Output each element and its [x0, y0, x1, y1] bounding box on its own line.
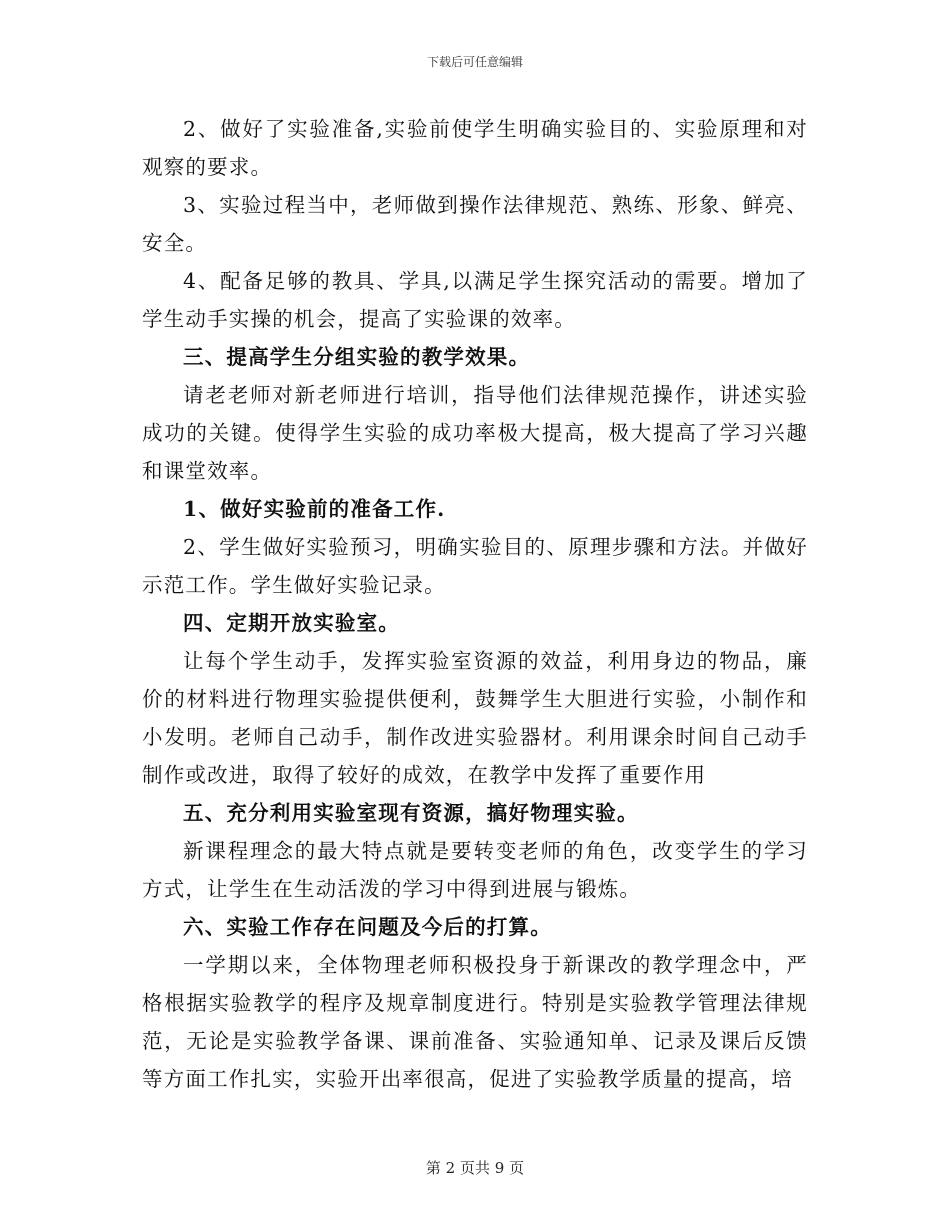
page-footer: 第 2 页共 9 页 [425, 1159, 525, 1177]
paragraph-5: 2、学生做好实验预习，明确实验目的、原理步骤和方法。并做好示范工作。学生做好实验记录。 [142, 535, 808, 597]
paragraph-3: 4、配备足够的教具、学具,以满足学生探究活动的需要。增加了学生动手实操的机会，提高了实验课的效率。 [142, 269, 808, 331]
paragraph-1: 2、做好了实验准备,实验前使学生明确实验目的、实验原理和对观察的要求。 [142, 117, 808, 179]
section-heading-4: 四、定期开放实验室。 [183, 611, 400, 635]
section-heading-3: 三、提高学生分组实验的教学效果。 [183, 345, 531, 369]
section-heading-6: 六、实验工作存在问题及今后的打算。 [183, 915, 552, 939]
section-heading-5: 五、充分利用实验室现有资源，搞好物理实验。 [183, 801, 639, 825]
paragraph-6: 让每个学生动手，发挥实验室资源的效益，利用身边的物品，廉价的材料进行物理实验提供便利，鼓舞学生大胆进行实验，小制作和小发明。老师自己动手，制作改进实验器材。利用课余时间自己动手制作或改进，取得了较好的成效，在教学中发挥了重要作用 [142, 649, 808, 787]
paragraph-2: 3、实验过程当中，老师做到操作法律规范、熟练、形象、鲜亮、安全。 [142, 193, 808, 255]
paragraph-4: 请老老师对新老师进行培训，指导他们法律规范操作，讲述实验成功的关键。使得学生实验的成功率极大提高，极大提高了学习兴趣和课堂效率。 [142, 383, 808, 483]
page-header: 下载后可任意编辑 [426, 55, 523, 69]
paragraph-8: 一学期以来，全体物理老师积极投身于新课改的教学理念中，严格根据实验教学的程序及规章制度进行。特别是实验教学管理法律规范，无论是实验教学备课、课前准备、实验通知单、记录及课后反馈等方面工作扎实，实验开出率很高，促进了实验教学质量的提高，培 [142, 953, 808, 1091]
subheading-1: 1、做好实验前的准备工作. [183, 497, 446, 521]
paragraph-7: 新课程理念的最大特点就是要转变老师的角色，改变学生的学习方式，让学生在生动活泼的学习中得到进展与锻炼。 [142, 839, 808, 901]
document-body [142, 110, 808, 1098]
